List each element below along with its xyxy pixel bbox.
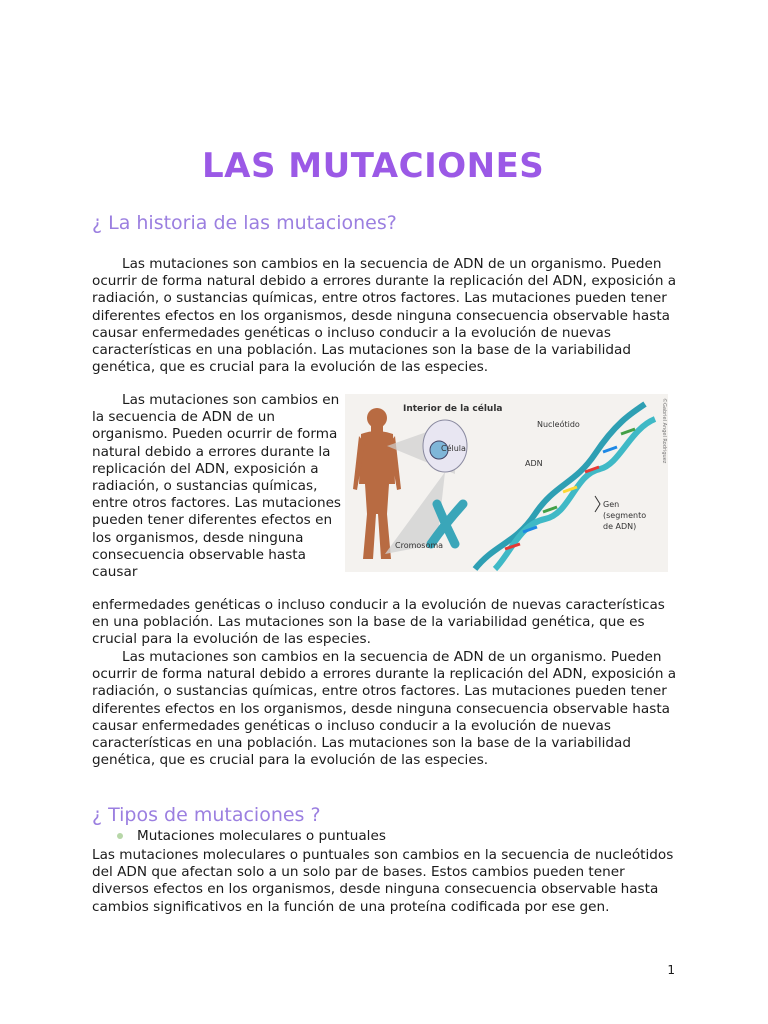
- label-nucleotide: Nucleótido: [537, 420, 580, 429]
- bullet-item: [117, 828, 386, 845]
- document-title: LAS MUTACIONES: [202, 146, 545, 186]
- human-figure: [353, 408, 401, 559]
- label-dna: ADN: [525, 459, 543, 468]
- paragraph-1: [92, 256, 677, 376]
- label-cell: Célula: [441, 444, 466, 453]
- paragraph-types: Las mutaciones moleculares o puntuales son cambios en la secuencia de nucleótidos del ADN que afectan solo a un solo par de bases. Estos cambios pueden tener diversos efectos en los organismos, desde ninguna consecuencia observable hasta cambios significativos en la función de una proteína codificada por ese gen.: [92, 847, 674, 915]
- paragraph-1-text: Las mutaciones son cambios en la secuencia de ADN de un organismo. Pueden ocurrir de forma natural debido a errores durante la replicación del ADN, exposición a radiación, o sustancias químicas, entre otros factores. Las mutaciones pueden tener diferentes efectos en los organismos, desde ninguna consecuencia observable hasta causar enfermedades genéticas o incluso conducir a la evolución de nuevas características en una población. Las mutaciones son la base de la variabilidad genética, que es crucial para la evolución de las especies.: [92, 256, 677, 376]
- section-heading-history: ¿ La historia de las mutaciones?: [92, 212, 397, 234]
- label-gene: Gen: [603, 500, 620, 509]
- dna-diagram-svg: [345, 394, 668, 572]
- label-interior-cell: Interior de la célula: [403, 404, 503, 414]
- label-gene-sub2: de ADN): [603, 522, 637, 531]
- bullet-dot-icon: [117, 833, 123, 839]
- paragraph-2-wrapped-text: Las mutaciones son cambios en la secuencia de ADN de un organismo. Pueden ocurrir de forma natural debido a errores durante la replicación del ADN, exposición a radiación, o sustancias químicas, entre otros factores. Las mutaciones pueden tener diferentes efectos en los organismos, desde ninguna consecuencia observable hasta causar: [92, 392, 342, 581]
- image-credit: ©Gabriel Angel Rodriguez: [661, 398, 667, 464]
- label-chromosome: Cromosoma: [395, 541, 444, 550]
- paragraph-3-text: Las mutaciones son cambios en la secuencia de ADN de un organismo. Pueden ocurrir de forma natural debido a errores durante la replicación del ADN, exposición a radiación, o sustancias químicas, entre otros factores. Las mutaciones pueden tener diferentes efectos en los organismos, desde ninguna consecuencia observable hasta causar enfermedades genéticas o incluso conducir a la evolución de nuevas características en una población. Las mutaciones son la base de la variabilidad genética, que es crucial para la evolución de las especies.: [92, 649, 677, 769]
- bullet-item-text: Mutaciones moleculares o puntuales: [137, 828, 386, 844]
- page-number: 1: [667, 963, 675, 977]
- paragraph-3: [92, 649, 677, 769]
- paragraph-2-continued: enfermedades genéticas o incluso conducir a la evolución de nuevas características en una población. Las mutaciones son la base de la variabilidad genética, que es crucial para la evolución de las especies.: [92, 597, 665, 648]
- section-heading-types: ¿ Tipos de mutaciones ?: [92, 804, 321, 826]
- label-gene-sub1: (segmento: [603, 511, 647, 520]
- cell-dna-illustration: [345, 394, 668, 572]
- paragraph-2-wrapped: [92, 392, 342, 581]
